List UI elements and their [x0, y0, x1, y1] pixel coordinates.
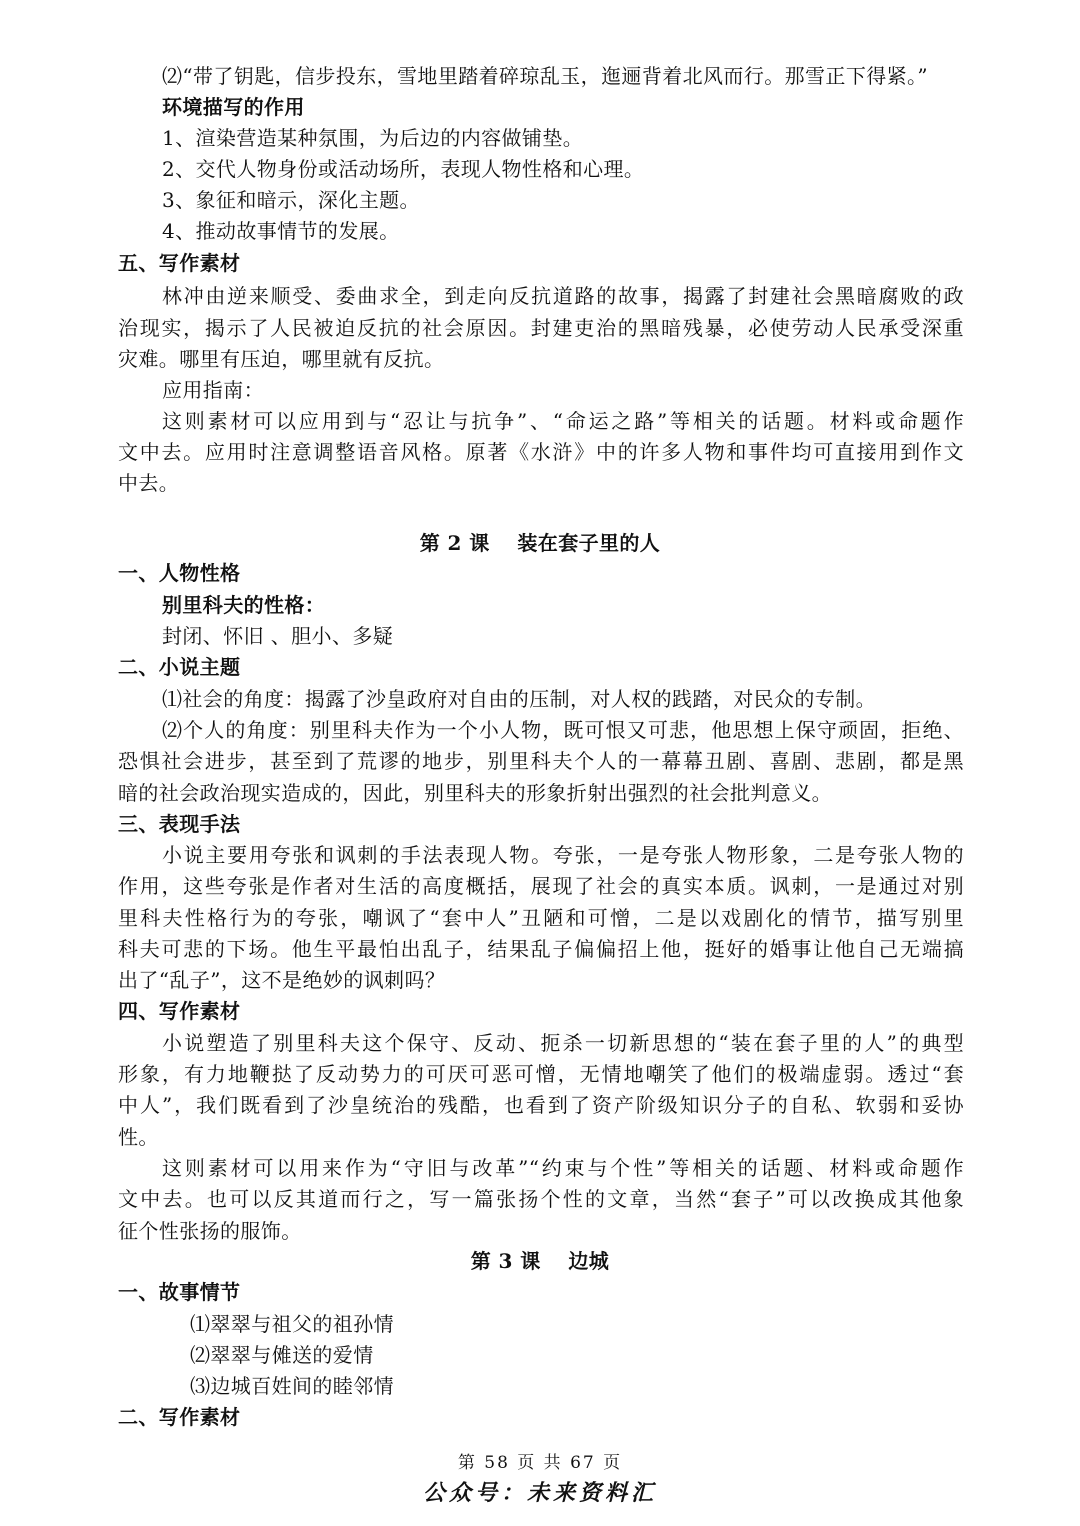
page-number: 第 58 页 共 67 页	[457, 1453, 623, 1473]
paragraph-line: 治现实，揭示了人民被迫反抗的社会原因。封建吏治的黑暗残暴，必使劳动人民承受深重	[118, 316, 964, 340]
paragraph-line: 灾难。哪里有压迫，哪里就有反抗。	[118, 347, 445, 371]
section-heading: 二、小说主题	[118, 655, 241, 679]
paragraph-line: 性。	[118, 1125, 159, 1149]
paragraph-line: 作用，这些夸张是作者对生活的高度概括，展现了社会的真实本质。讽刺，一是通过对别	[118, 874, 964, 898]
watermark-brand: 公众号：未来资料汇	[422, 1480, 657, 1506]
paragraph-line: 林冲由逆来顺受、委曲求全，到走向反抗道路的故事，揭露了封建社会黑暗腐败的政	[162, 284, 964, 308]
list-item: ⑶边城百姓间的睦邻情	[190, 1374, 394, 1398]
paragraph-line: 小说塑造了别里科夫这个保守、反动、扼杀一切新思想的“装在套子里的人”的典型	[162, 1031, 964, 1055]
paragraph-line: 征个性张扬的服饰。	[118, 1219, 302, 1243]
text-line: 封闭、怀旧 、胆小、多疑	[162, 624, 394, 648]
subheading: 别里科夫的性格：	[162, 593, 326, 617]
list-item: 1、渲染营造某种氛围，为后边的内容做铺垫。	[162, 126, 584, 150]
section-heading: 一、故事情节	[118, 1280, 241, 1304]
paragraph-line: 里科夫性格行为的夸张，嘲讽了“套中人”丑陋和可憎，二是以戏剧化的情节，描写别里	[118, 906, 964, 930]
paragraph-line: ⑵个人的角度：别里科夫作为一个小人物，既可恨又可悲，他思想上保守顽固，拒绝、	[162, 718, 964, 742]
list-item: 3、象征和暗示，深化主题。	[162, 188, 420, 212]
section-heading: 三、表现手法	[118, 812, 241, 836]
lesson-title: 第 3 课 边城	[470, 1249, 610, 1273]
subheading: 环境描写的作用	[162, 95, 305, 119]
list-item: ⑵翠翠与傩送的爱情	[190, 1343, 374, 1367]
paragraph-line: 小说主要用夸张和讽刺的手法表现人物。夸张，一是夸张人物形象，二是夸张人物的	[162, 843, 964, 867]
paragraph-line: 文中去。应用时注意调整语音风格。原著《水浒》中的许多人物和事件均可直接用到作文	[118, 440, 964, 464]
paragraph-line: 中去。	[118, 471, 180, 495]
paragraph-line: 这则素材可以用来作为“守旧与改革”“约束与个性”等相关的话题、材料或命题作	[162, 1156, 964, 1180]
list-item: 2、交代人物身份或活动场所，表现人物性格和心理。	[162, 157, 645, 181]
list-item: 4、推动故事情节的发展。	[162, 219, 400, 243]
paragraph-line: 中人”，我们既看到了沙皇统治的残酷，也看到了资产阶级知识分子的自私、软弱和妥协	[118, 1093, 964, 1117]
text-line: ⑴社会的角度：揭露了沙皇政府对自由的压制，对人权的践踏，对民众的专制。	[162, 687, 876, 711]
paragraph-line: 出了“乱子”，这不是绝妙的讽刺吗？	[118, 968, 446, 992]
paragraph-line: 这则素材可以应用到与“忍让与抗争”、“命运之路”等相关的话题。材料或命题作	[162, 409, 964, 433]
section-heading: 五、写作素材	[118, 251, 241, 275]
text-line: 应用指南：	[162, 378, 264, 402]
paragraph-line: 形象，有力地鞭挞了反动势力的可厌可恶可憎，无情地嘲笑了他们的极端虚弱。透过“套	[118, 1062, 964, 1086]
list-item: ⑴翠翠与祖父的祖孙情	[190, 1312, 394, 1336]
lesson-title: 第 2 课 装在套子里的人	[419, 531, 661, 555]
paragraph-line: 文中去。也可以反其道而行之，写一篇张扬个性的文章，当然“套子”可以改换成其他象	[118, 1187, 964, 1211]
section-heading: 一、人物性格	[118, 561, 241, 585]
section-heading: 四、写作素材	[118, 999, 241, 1023]
section-heading: 二、写作素材	[118, 1405, 241, 1429]
text-line: ⑵“带了钥匙，信步投东，雪地里踏着碎琼乱玉，迤逦背着北风而行。那雪正下得紧。”	[162, 64, 929, 88]
paragraph-line: 暗的社会政治现实造成的，因此，别里科夫的形象折射出强烈的社会批判意义。	[118, 781, 832, 805]
paragraph-line: 科夫可悲的下场。他生平最怕出乱子，结果乱子偏偏招上他，挺好的婚事让他自己无端搞	[118, 937, 964, 961]
paragraph-line: 恐惧社会进步，甚至到了荒谬的地步，别里科夫个人的一幕幕丑剧、喜剧、悲剧，都是黑	[118, 749, 964, 773]
